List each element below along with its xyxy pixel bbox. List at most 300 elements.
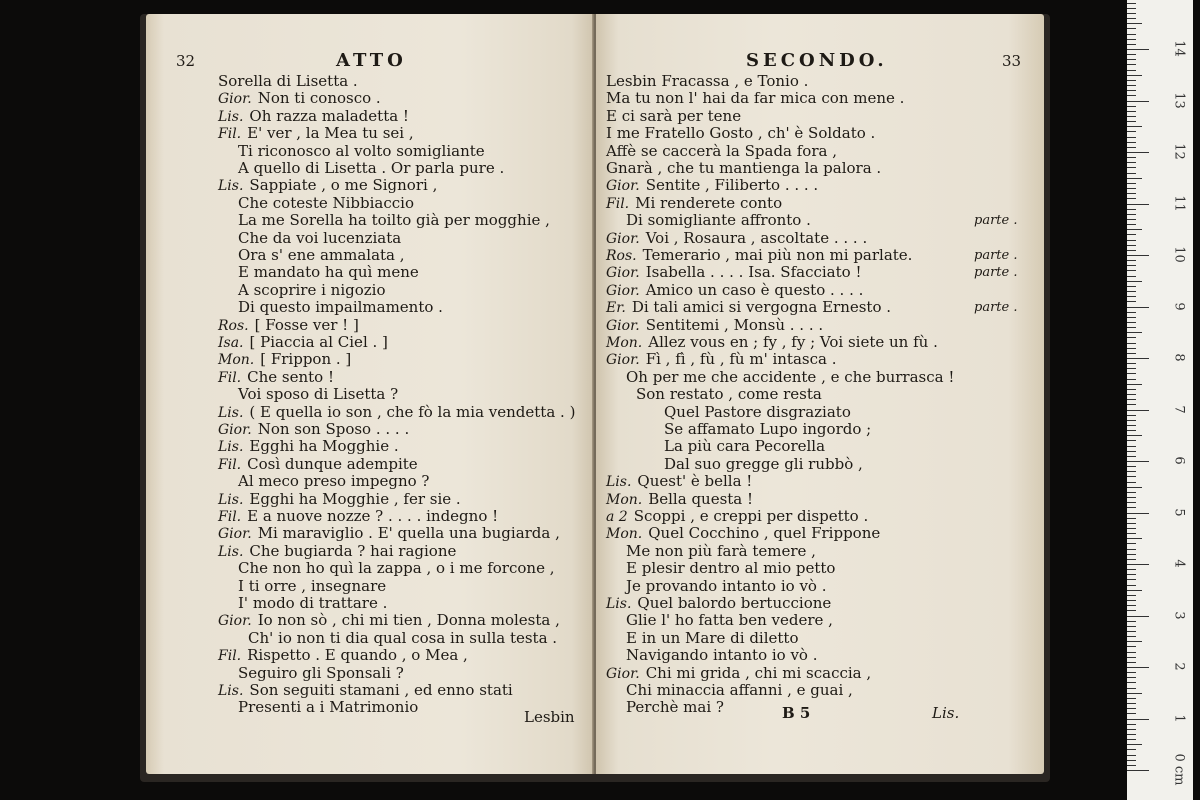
ruler-tick <box>1127 482 1136 483</box>
ruler-tick <box>1127 646 1136 647</box>
ruler-label: 2 <box>1171 662 1187 671</box>
line-text: Je provando intanto io vò . <box>626 576 827 595</box>
ruler-tick <box>1127 343 1136 344</box>
ruler-tick <box>1127 85 1136 86</box>
left-catchword: Lesbin <box>524 708 575 726</box>
line-text: Fì , fì , fù , fù m' intasca . <box>645 350 837 369</box>
ruler-tick <box>1127 3 1136 4</box>
line-text: Ora s' ene ammalata , <box>238 246 405 264</box>
ruler-tick <box>1127 116 1136 117</box>
ruler-tick <box>1127 502 1136 503</box>
ruler-tick <box>1127 621 1136 622</box>
speaker-label: Gior. <box>218 91 252 108</box>
line-text: Oh per me che accidente , e che burrasca ! <box>626 367 955 386</box>
line-text: Allez vous en ; fy , fy ; Voi siete un fù . <box>648 333 938 351</box>
text-line <box>606 194 782 213</box>
text-line <box>218 333 388 352</box>
ruler-label: 7 <box>1171 404 1187 414</box>
ruler-tick <box>1127 688 1136 689</box>
line-text: Glie l' ho fatta ben vedere , <box>626 611 833 630</box>
ruler-tick <box>1127 513 1149 514</box>
text-line <box>218 89 381 108</box>
ruler-label: 5 <box>1171 507 1187 517</box>
ruler-tick <box>1127 70 1136 71</box>
text-line <box>218 298 443 317</box>
ruler-tick <box>1127 708 1136 709</box>
text-line <box>218 142 485 161</box>
text-line <box>606 368 954 387</box>
ruler-tick <box>1127 188 1136 189</box>
ruler-label: 10 <box>1171 246 1187 263</box>
line-text: Sentite , Filiberto . . . . <box>645 176 819 195</box>
ruler-tick <box>1127 497 1136 498</box>
ruler-tick <box>1127 260 1136 261</box>
line-text: Rispetto . E quando , o Mea , <box>247 646 468 665</box>
text-line <box>218 263 419 282</box>
stage-direction: parte . <box>974 213 1018 229</box>
speaker-label: Er. <box>606 300 626 317</box>
ruler-tick <box>1127 368 1136 369</box>
text-line <box>218 159 504 178</box>
ruler-tick <box>1127 543 1136 544</box>
text-line <box>218 629 557 648</box>
ruler-label: 4 <box>1171 559 1187 568</box>
line-text: Gnarà , che tu mantienga la palora . <box>606 159 882 177</box>
text-line <box>218 698 418 717</box>
ruler-tick <box>1127 167 1136 168</box>
text-line <box>218 211 550 230</box>
ruler-tick <box>1127 157 1136 158</box>
ruler-tick <box>1127 353 1136 354</box>
text-line <box>606 142 837 161</box>
ruler-tick <box>1127 317 1136 318</box>
speaker-label: Lis. <box>218 683 244 699</box>
text-line <box>606 176 818 195</box>
ruler-tick <box>1127 121 1136 122</box>
ruler-tick <box>1127 234 1136 235</box>
text-line <box>218 107 409 126</box>
ruler-tick <box>1127 724 1136 725</box>
ruler-tick <box>1127 729 1136 730</box>
ruler-tick <box>1127 204 1149 205</box>
text-line <box>606 629 798 648</box>
ruler-tick <box>1127 451 1136 452</box>
ruler-tick <box>1127 559 1136 560</box>
ruler-tick <box>1127 327 1136 328</box>
line-text: Che coteste Nibbiaccio <box>238 193 414 212</box>
ruler-tick <box>1127 415 1136 416</box>
speaker-label: Lis. <box>218 178 244 195</box>
ruler-label: 13 <box>1171 91 1187 109</box>
ruler-tick <box>1127 214 1136 215</box>
ruler-tick <box>1127 332 1142 333</box>
ruler-tick <box>1127 240 1136 241</box>
text-line <box>606 577 827 596</box>
ruler-tick <box>1127 64 1136 65</box>
text-line <box>218 368 334 387</box>
ruler-tick <box>1127 291 1136 292</box>
ruler-tick <box>1127 193 1136 194</box>
ruler-tick <box>1127 198 1136 199</box>
text-line <box>218 246 405 265</box>
ruler-tick <box>1127 693 1142 694</box>
ruler-tick <box>1127 348 1136 349</box>
ruler-tick <box>1127 760 1136 761</box>
text-line <box>606 646 818 665</box>
ruler-tick <box>1127 410 1149 411</box>
ruler-tick <box>1127 126 1142 127</box>
line-text: Oh razza maladetta ! <box>249 106 409 125</box>
ruler-tick <box>1127 636 1136 637</box>
text-line <box>218 542 456 561</box>
text-line <box>606 281 863 300</box>
ruler-tick <box>1127 682 1136 683</box>
ruler-tick <box>1127 394 1136 395</box>
ruler-tick <box>1127 549 1136 550</box>
ruler-tick <box>1127 281 1142 282</box>
speaker-label: Lis. <box>606 474 632 491</box>
left-page-header <box>146 50 594 74</box>
ruler-label: 0 cm <box>1171 753 1187 786</box>
speaker-label: Fil. <box>218 369 242 386</box>
ruler-tick <box>1127 384 1142 385</box>
stage-direction: parte . <box>974 300 1018 316</box>
line-text: Lesbin Fracassa , e Tonio . <box>606 72 809 90</box>
text-line <box>218 124 414 143</box>
text-line <box>606 246 912 265</box>
left-running-head: ATTO <box>336 50 407 71</box>
speaker-label: Fil. <box>218 456 242 473</box>
line-text: Quest' è bella ! <box>637 472 753 491</box>
ruler-tick <box>1127 152 1149 153</box>
ruler-tick <box>1127 667 1149 668</box>
ruler-tick <box>1127 616 1149 617</box>
ruler-tick <box>1127 569 1136 570</box>
ruler-tick <box>1127 229 1142 230</box>
text-line <box>606 611 833 630</box>
text-line <box>218 490 461 509</box>
ruler-tick <box>1127 44 1136 45</box>
speaker-label: Fil. <box>218 509 242 525</box>
text-line <box>218 681 513 700</box>
right-catchword: Lis. <box>932 704 960 722</box>
line-text: A scoprire i nigozio <box>238 280 386 299</box>
ruler-tick <box>1127 533 1136 534</box>
ruler-tick <box>1127 178 1142 179</box>
text-line <box>218 559 555 578</box>
ruler-tick <box>1127 755 1136 756</box>
ruler-tick <box>1127 610 1136 611</box>
ruler-tick <box>1127 466 1136 467</box>
text-line <box>606 124 875 143</box>
line-text: I ti orre , insegnare <box>238 576 387 595</box>
ruler-tick <box>1127 461 1149 462</box>
ruler-tick <box>1127 379 1136 380</box>
speaker-label: Gior. <box>218 613 252 630</box>
right-page-number: 33 <box>1002 52 1022 70</box>
ruler-label: 12 <box>1171 143 1187 160</box>
ruler-tick <box>1127 713 1136 714</box>
ruler-tick <box>1127 564 1149 565</box>
ruler-tick <box>1127 245 1136 246</box>
ruler-tick <box>1127 538 1142 539</box>
line-text: I me Fratello Gosto , ch' è Soldato . <box>606 124 876 143</box>
text-line <box>218 72 358 91</box>
line-text: E mandato ha quì mene <box>238 263 419 282</box>
ruler-tick <box>1127 209 1136 210</box>
ruler-tick <box>1127 703 1136 704</box>
ruler-tick <box>1127 276 1136 277</box>
line-text: Dal suo gregge gli rubbò , <box>664 454 863 473</box>
ruler-tick <box>1127 373 1136 374</box>
ruler-tick <box>1127 75 1142 76</box>
line-text: E ci sarà per tene <box>606 106 742 125</box>
line-text: Voi , Rosaura , ascoltate . . . . <box>645 228 868 247</box>
text-line <box>218 472 429 491</box>
ruler-tick <box>1127 219 1136 220</box>
text-line <box>606 333 938 352</box>
line-text: Son seguiti stamani , ed enno stati <box>249 681 513 699</box>
right-page <box>596 14 1044 774</box>
ruler-tick <box>1127 322 1136 323</box>
speaker-label: Mon. <box>606 526 643 543</box>
ruler-tick <box>1127 8 1136 9</box>
ruler-tick <box>1127 224 1136 225</box>
line-text: E in un Mare di diletto <box>626 628 799 647</box>
ruler-tick <box>1127 672 1136 673</box>
ruler-label: 11 <box>1171 194 1187 212</box>
speaker-label: Gior. <box>606 665 640 682</box>
line-text: Non son Sposo . . . . <box>257 420 410 438</box>
line-text: [ Piaccia al Ciel . ] <box>249 333 388 351</box>
speaker-label: Isa. <box>218 335 244 351</box>
text-line <box>218 646 468 665</box>
text-line <box>606 664 871 683</box>
text-line <box>218 385 398 404</box>
speaker-label: Gior. <box>218 526 252 543</box>
speaker-label: Lis. <box>218 404 244 421</box>
text-line <box>606 403 851 422</box>
line-text: Affè se caccerà la Spada fora , <box>606 141 837 160</box>
line-text: Quel balordo bertuccione <box>637 594 832 612</box>
right-running-head: SECONDO. <box>746 50 888 71</box>
text-line <box>606 229 867 248</box>
text-line <box>606 420 871 439</box>
ruler-label: 3 <box>1171 610 1187 620</box>
ruler-tick <box>1127 626 1136 627</box>
ruler-tick <box>1127 307 1149 308</box>
ruler-tick <box>1127 389 1136 390</box>
ruler-tick <box>1127 312 1136 313</box>
text-line <box>218 316 359 335</box>
ruler-tick <box>1127 719 1149 720</box>
line-text: E a nuove nozze ? . . . . indegno ! <box>247 507 499 525</box>
ruler-tick <box>1127 585 1136 586</box>
ruler-tick <box>1127 765 1136 766</box>
text-line <box>218 577 386 596</box>
ruler-tick <box>1127 59 1136 60</box>
ruler-tick <box>1127 39 1136 40</box>
ruler-tick <box>1127 183 1136 184</box>
ruler-tick <box>1127 54 1136 55</box>
speaker-label: Fil. <box>218 648 242 665</box>
text-line <box>606 455 863 474</box>
ruler-tick <box>1127 28 1136 29</box>
speaker-label: Gior. <box>606 178 640 195</box>
speaker-label: Gior. <box>606 282 640 299</box>
line-text: A quello di Lisetta . Or parla pure . <box>238 159 505 177</box>
line-text: Ma tu non l' hai da far mica con mene . <box>606 89 905 108</box>
line-text: Egghi ha Mogghie . <box>249 437 399 456</box>
line-text: Quel Pastore disgraziato <box>664 402 851 421</box>
ruler-tick <box>1127 101 1149 102</box>
ruler-tick <box>1127 435 1142 436</box>
ruler-tick <box>1127 49 1149 50</box>
line-text: Perchè mai ? <box>626 698 724 717</box>
ruler-tick <box>1127 250 1136 251</box>
speaker-label: Lis. <box>218 439 244 456</box>
speaker-label: Mon. <box>218 352 255 369</box>
signature-mark: B 5 <box>782 704 811 722</box>
ruler-tick <box>1127 80 1136 81</box>
line-text: Chi minaccia affanni , e guai , <box>626 681 853 699</box>
ruler-tick <box>1127 147 1136 148</box>
ruler-tick <box>1127 286 1136 287</box>
text-line <box>606 490 753 509</box>
line-text: Voi sposo di Lisetta ? <box>238 385 399 404</box>
line-text: Egghi ha Mogghie , fer sie . <box>249 489 461 508</box>
text-line <box>606 159 881 178</box>
left-page-number: 32 <box>176 52 196 70</box>
speaker-label: Lis. <box>606 596 632 612</box>
line-text: Non ti conosco . <box>257 89 381 108</box>
ruler-tick <box>1127 18 1136 19</box>
line-text: Così dunque adempite <box>247 454 418 473</box>
ruler-label: 14 <box>1171 40 1187 57</box>
ruler-tick <box>1127 554 1136 555</box>
ruler-tick <box>1127 90 1136 91</box>
line-text: Chi mi grida , chi mi scaccia , <box>645 663 872 682</box>
speaker-label: Lis. <box>218 491 244 508</box>
ruler-tick <box>1127 631 1136 632</box>
line-text: Isabella . . . . Isa. Sfacciato ! <box>645 263 862 282</box>
line-text: Quel Cocchino , quel Frippone <box>648 524 881 543</box>
line-text: I' modo di trattare . <box>238 594 388 612</box>
speaker-label: Mon. <box>606 491 643 508</box>
speaker-label: Gior. <box>606 265 640 282</box>
speaker-label: Ros. <box>218 317 249 334</box>
ruler-tick <box>1127 265 1136 266</box>
ruler-tick <box>1127 523 1136 524</box>
speaker-label: Gior. <box>606 317 640 334</box>
ruler-tick <box>1127 131 1136 132</box>
ruler-tick <box>1127 363 1136 364</box>
text-line <box>606 350 836 369</box>
ruler-tick <box>1127 446 1136 447</box>
ruler-tick <box>1127 301 1136 302</box>
ruler-tick <box>1127 337 1136 338</box>
ruler-tick <box>1127 641 1142 642</box>
line-text: Mi renderete conto <box>635 193 783 212</box>
right-page-header <box>596 50 1044 74</box>
ruler-tick <box>1127 404 1136 405</box>
line-text: E plesir dentro al mio petto <box>626 559 836 578</box>
line-text: ( E quella io son , che fò la mia vendetta . ) <box>249 402 576 421</box>
speaker-label: Gior. <box>218 422 252 438</box>
line-text: Di tali amici si vergogna Ernesto . <box>631 298 892 317</box>
ruler-tick <box>1127 528 1136 529</box>
ruler-tick <box>1127 471 1136 472</box>
ruler-tick <box>1127 111 1136 112</box>
line-text: Sappiate , o me Signori , <box>249 176 438 195</box>
ruler-tick <box>1127 255 1149 256</box>
line-text: Bella questa ! <box>648 489 754 508</box>
text-line <box>218 594 387 613</box>
ruler-tick <box>1127 595 1136 596</box>
text-line <box>218 420 409 439</box>
ruler-tick <box>1127 677 1136 678</box>
ruler-tick <box>1127 698 1136 699</box>
ruler-tick <box>1127 296 1136 297</box>
line-text: Son restato , come resta <box>636 385 822 404</box>
ruler-tick <box>1127 734 1136 735</box>
ruler-label: 8 <box>1171 353 1187 362</box>
line-text: [ Frippon . ] <box>260 350 352 369</box>
ruler-tick <box>1127 739 1136 740</box>
text-line <box>606 72 808 91</box>
ruler-tick <box>1127 518 1136 519</box>
text-line <box>218 176 437 195</box>
line-text: Ch' io non ti dia qual cosa in sulla testa . <box>248 628 558 647</box>
ruler-label: 1 <box>1171 713 1187 723</box>
speaker-label: Gior. <box>606 352 640 369</box>
stage-direction: parte . <box>974 248 1018 263</box>
line-text: Di questo impailmamento . <box>238 298 443 317</box>
ruler-tick <box>1127 652 1136 653</box>
ruler-tick <box>1127 590 1142 591</box>
ruler-tick <box>1127 600 1136 601</box>
line-text: Che da voi lucenziata <box>238 228 402 247</box>
text-line <box>218 611 560 630</box>
ruler-tick <box>1127 23 1142 24</box>
text-line <box>218 194 414 213</box>
text-line <box>218 524 560 543</box>
line-text: Me non più farà temere , <box>626 541 816 560</box>
line-text: Mi maraviglio . E' quella una bugiarda , <box>257 524 560 543</box>
text-line <box>218 437 399 456</box>
ruler-tick <box>1127 106 1136 107</box>
speaker-label: Lis. <box>218 108 244 125</box>
ruler-tick <box>1127 476 1136 477</box>
ruler-tick <box>1127 430 1136 431</box>
speaker-label: Fil. <box>218 126 242 143</box>
speaker-label: Mon. <box>606 335 643 351</box>
line-text: Al meco preso impegno ? <box>238 472 430 491</box>
text-line <box>606 542 816 561</box>
text-line <box>218 229 401 248</box>
line-text: Che bugiarda ? hai ragione <box>249 541 457 560</box>
ruler-tick <box>1127 173 1136 174</box>
ruler-label: 9 <box>1171 301 1187 311</box>
ruler-tick <box>1127 657 1136 658</box>
line-text: Temerario , mai più non mi parlate. <box>642 246 913 264</box>
text-line <box>218 507 498 526</box>
ruler-tick <box>1127 440 1136 441</box>
text-line <box>218 664 404 683</box>
line-text: Presenti a i Matrimonio <box>238 698 419 717</box>
text-line <box>218 455 418 474</box>
ruler-tick <box>1127 399 1136 400</box>
